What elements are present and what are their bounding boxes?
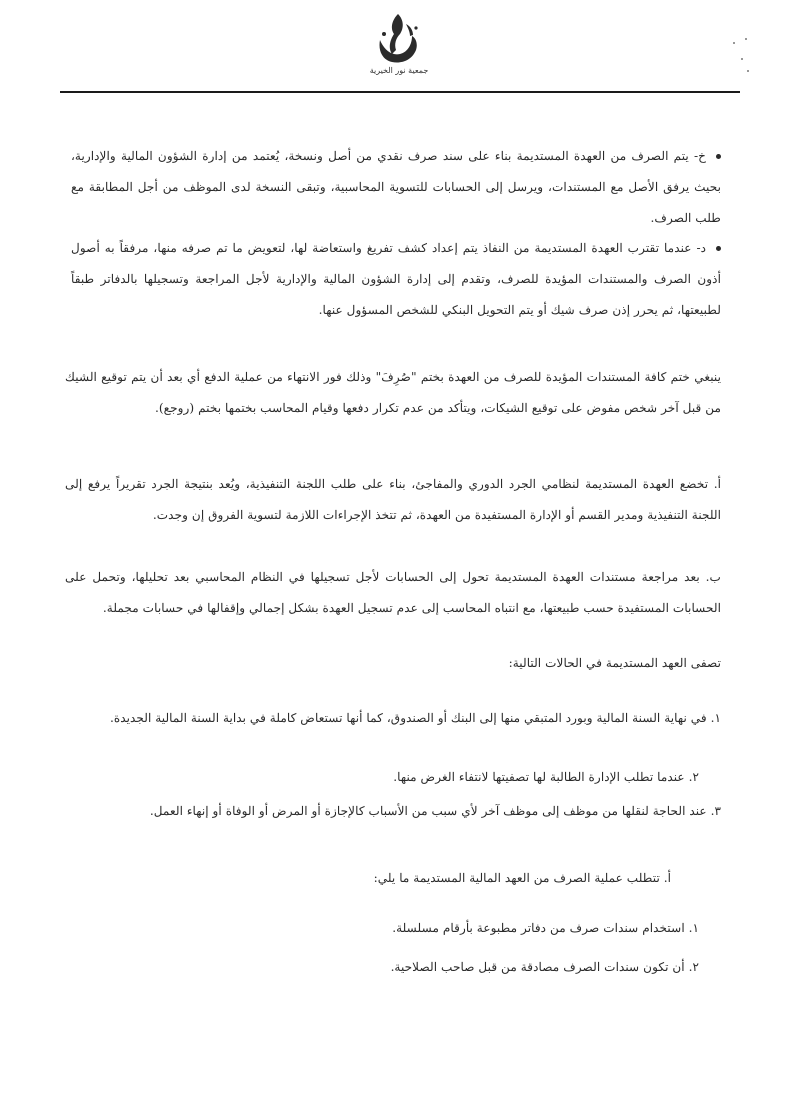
requirements-intro: أ. تتطلب عملية الصرف من العهد المالية المستديمة ما يلي: bbox=[373, 871, 671, 885]
paragraph-ba: ب. بعد مراجعة مستندات العهدة المستديمة تحول إلى الحسابات لأجل تسجيلها في النظام المحاسبي بعد تحليلها، وتحمل على الحسابات المستفيدة حسب طبيعتها، مع انتباه المحاسب إلى عدم تسجيل العهدة بشكل إجمالي وإقفالها في حسابات مجملة. bbox=[65, 570, 721, 615]
bullet-icon bbox=[716, 154, 721, 159]
paragraph-stamp: ينبغي ختم كافة المستندات المؤيدة للصرف من العهدة بختم "صُرِفَ" وذلك فور الانتهاء من عملية الدفع أي بعد أن يتم توقيع الشيك من قبل آخر شخص مفوض على توقيع الشيكات، ويتأكد من عدم تكرار دفعها وقيام المحاسب بختمها بختم (روجع). bbox=[65, 370, 721, 415]
requirements-item-1: ١. استخدام سندات صرف من دفاتر مطبوعة بأرقام مسلسلة. bbox=[392, 921, 699, 935]
paragraph-dal: د- عندما تقترب العهدة المستديمة من النفاذ يتم إعداد كشف تفريغ واستعاضة لها، لتعويض ما تم صرفه منها، مرفقاً به أصول أذون الصرف والمستندات المؤيدة للصرف، وتقدم إلى إدارة الشؤون المالية والإدارية لأجل المراجعة وتسجيلها بالدفاتر طبقاً لطبيعتها، ثم يحرر إذن صرف شيك أو يتم التحويل البنكي للشخص المسؤول عنها. bbox=[71, 241, 721, 317]
requirements-item-2: ٢. أن تكون سندات الصرف مصادقة من قبل صاحب الصلاحية. bbox=[390, 960, 699, 974]
paragraph-alif: أ. تخضع العهدة المستديمة لنظامي الجرد الدوري والمفاجئ، بناء على طلب اللجنة التنفيذية، ويُعد بنتيجة الجرد تقريراً يرفع إلى اللجنة التنفيذية ومدير القسم أو الإدارة المستفيدة من العهدة، ثم تتخذ الإجراءات اللازمة لتسوية الفروق إن وجدت. bbox=[65, 477, 721, 522]
bullet-icon bbox=[716, 246, 721, 251]
logo-caption: جمعية نور الخيرية bbox=[369, 66, 429, 75]
settlement-item-1: ١. في نهاية السنة المالية وبورد المتبقي منها إلى البنك أو الصندوق، كما أنها تستعاض كاملة في بداية السنة المالية الجديدة. bbox=[109, 711, 721, 725]
settlement-item-3: ٣. عند الحاجة لنقلها من موظف إلى موظف آخر لأي سبب من الأسباب كالإجازة أو المرض أو الوفاة أو إنهاء العمل. bbox=[149, 804, 721, 818]
paragraph-kha: خ- يتم الصرف من العهدة المستديمة بناء على سند صرف نقدي من أصل ونسخة، يُعتمد من إدارة الشؤون المالية والإدارية، بحيث يرفق الأصل مع المستندات، ويرسل إلى الحسابات للتسوية المحاسبية، وتبقى النسخة لدى الموظف من أجل المطابقة مع طلب الصرف. bbox=[71, 149, 721, 225]
settlement-intro: تصفى العهد المستديمة في الحالات التالية: bbox=[508, 656, 721, 670]
settlement-item-2: ٢. عندما تطلب الإدارة الطالبة لها تصفيتها لانتفاء الغرض منها. bbox=[393, 770, 699, 784]
